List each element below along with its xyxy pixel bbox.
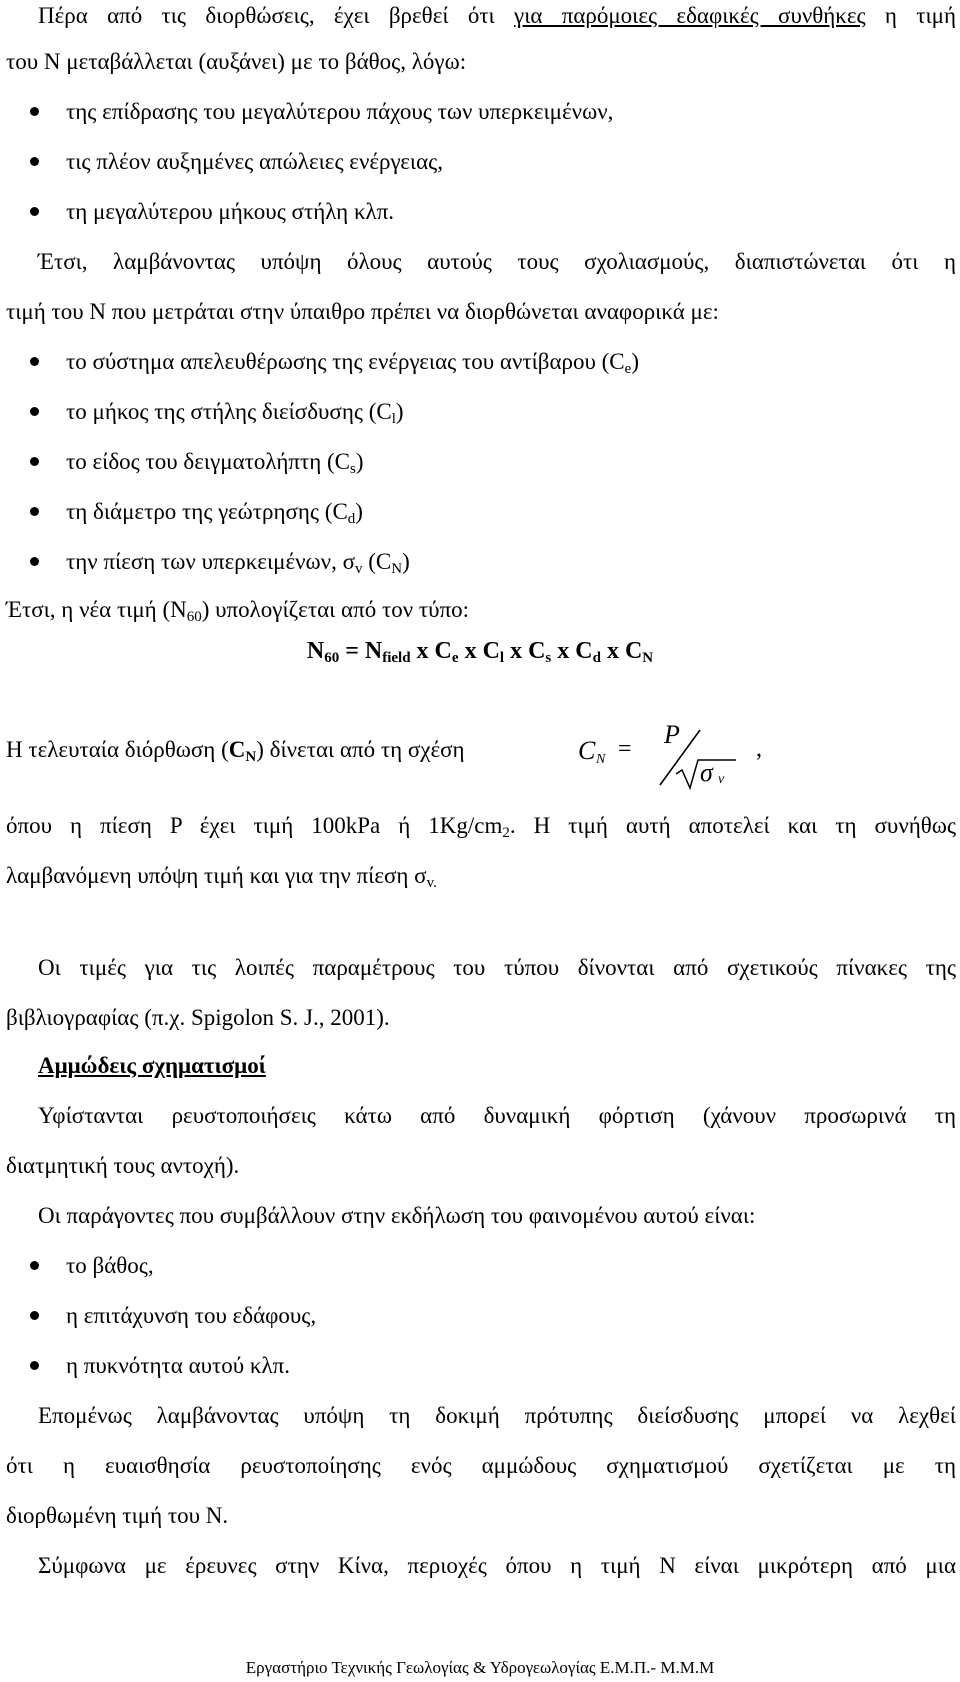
bullet-icon [30,1361,39,1370]
list-item: το μήκος της στήλης διείσδυσης $(C_l)$ [30,398,404,426]
bullet-icon [30,407,39,416]
list-item: την πίεση των υπερκειμένων, $\sigma_v$ $(C_N)$ [30,548,410,576]
paragraph-1-line-1: Πέρα από τις διορθώσεις, έχει βρεθεί ότι για παρόμοιες εδαφικές συνθήκες η τιμή [38,3,957,28]
p-symbol: P [664,720,680,749]
bullet-icon [30,207,39,216]
bullet-icon [30,1311,39,1320]
fraction-lines [578,722,778,792]
cn-symbol: C [578,736,596,765]
paragraph-1-line-2: του N μεταβάλλεται (αυξάνει) με το βάθος, λόγω: [6,49,467,74]
underlined-phrase: για παρόμοιες εδαφικές συνθήκες [514,3,866,28]
bullet-icon [30,507,39,516]
bullet-icon [30,557,39,566]
paragraph-8-line-3: διορθωμένη τιμή του N. [6,1503,229,1528]
section-heading: Αμμώδεις σχηματισμοί [38,1053,266,1078]
list-item: η πυκνότητα αυτού κλπ. [30,1352,290,1380]
comma: , [756,736,762,762]
paragraph-7: Οι παράγοντες που συμβάλλουν στην εκδήλωση του φαινομένου αυτού είναι: [38,1203,756,1228]
paragraph-2-line-1: Έτσι, λαμβάνοντας υπόψη όλους αυτούς τους σχολιασμούς, διαπιστώνεται ότι η [38,249,956,274]
cn-subscript: N [596,752,606,767]
sigma-subscript: v [718,772,725,787]
list-item: τη μεγαλύτερου μήκους στήλη κλπ. [30,198,394,226]
paragraph-2-line-2: τιμή του N που μετράται στην ύπαιθρο πρέπει να διορθώνεται αναφορικά με: [6,299,719,324]
list-item: το σύστημα απελευθέρωσης της ενέργειας του αντίβαρου $(C_e)$ [30,348,639,376]
bullet-icon [30,157,39,166]
list-item: της επίδρασης του μεγαλύτερου πάχους των υπερκειμένων, [30,98,613,126]
paragraph-5-line-2: βιβλιογραφίας (π.χ. Spigolon S. J., 2001). [6,1005,390,1030]
paragraph-8-line-1: Επομένως λαμβάνοντας υπόψη τη δοκιμή πρότυπης διείσδυσης μπορεί να λεχθεί [38,1403,956,1428]
bullet-icon [30,457,39,466]
bullet-icon [30,107,39,116]
list-item: το είδος του δειγματολήπτη $(C_s)$ [30,448,364,476]
fraction-slash [660,730,700,785]
list-item: το βάθος, [30,1252,154,1280]
cn-equation [578,722,778,792]
paragraph-4-line-2: λαμβανόμενη υπόψη τιμή και για την πίεση $\sigma_{v.}$ [6,863,437,891]
paragraph-6-line-1: Υφίστανται ρευστοποιήσεις κάτω από δυναμική φόρτιση (χάνουν προσωρινά τη [38,1103,956,1128]
paragraph-4-line-1: όπου η πίεση P έχει τιμή 100kPa ή $1Kg/cm_2$. Η τιμή αυτή αποτελεί και τη συνήθως [6,813,957,841]
equals-sign: = [618,736,632,762]
list-item: τις πλέον αυξημένες απώλειες ενέργειας, [30,148,443,176]
paragraph-9: Σύμφωνα με έρευνες στην Κίνα, περιοχές όπου η τιμή N είναι μικρότερη από μια [38,1553,956,1578]
paragraph-8-line-2: ότι η ευαισθησία ρευστοποίησης ενός αμμώδους σχηματισμού σχετίζεται με τη [6,1453,956,1478]
n60-formula: $N_{60} = N_{field}$ x $C_e$ x $C_l$ x $C_s$ x $C_d$ x $C_N$ [306,638,654,666]
bullet-icon [30,357,39,366]
paragraph-5-line-1: Οι τιμές για τις λοιπές παραμέτρους του τύπου δίνονται από σχετικούς πίνακες της [38,955,956,980]
paragraph-3: Έτσι, η νέα τιμή $(N_{60})$ υπολογίζεται από τον τύπο: [6,597,469,625]
cn-relation-text: Η τελευταία διόρθωση $(C_N)$ δίνεται από τη σχέση [6,737,465,765]
list-item: τη διάμετρο της γεώτρησης $(C_d)$ [30,498,363,526]
sigma-symbol: σ [700,758,713,787]
paragraph-6-line-2: διατμητική τους αντοχή). [6,1153,240,1178]
page-footer: Εργαστήριο Τεχνικής Γεωλογίας & Υδρογεωλογίας Ε.Μ.Π.- Μ.Μ.Μ [245,1658,715,1677]
list-item: η επιτάχυνση του εδάφους, [30,1302,316,1330]
bullet-icon [30,1261,39,1270]
